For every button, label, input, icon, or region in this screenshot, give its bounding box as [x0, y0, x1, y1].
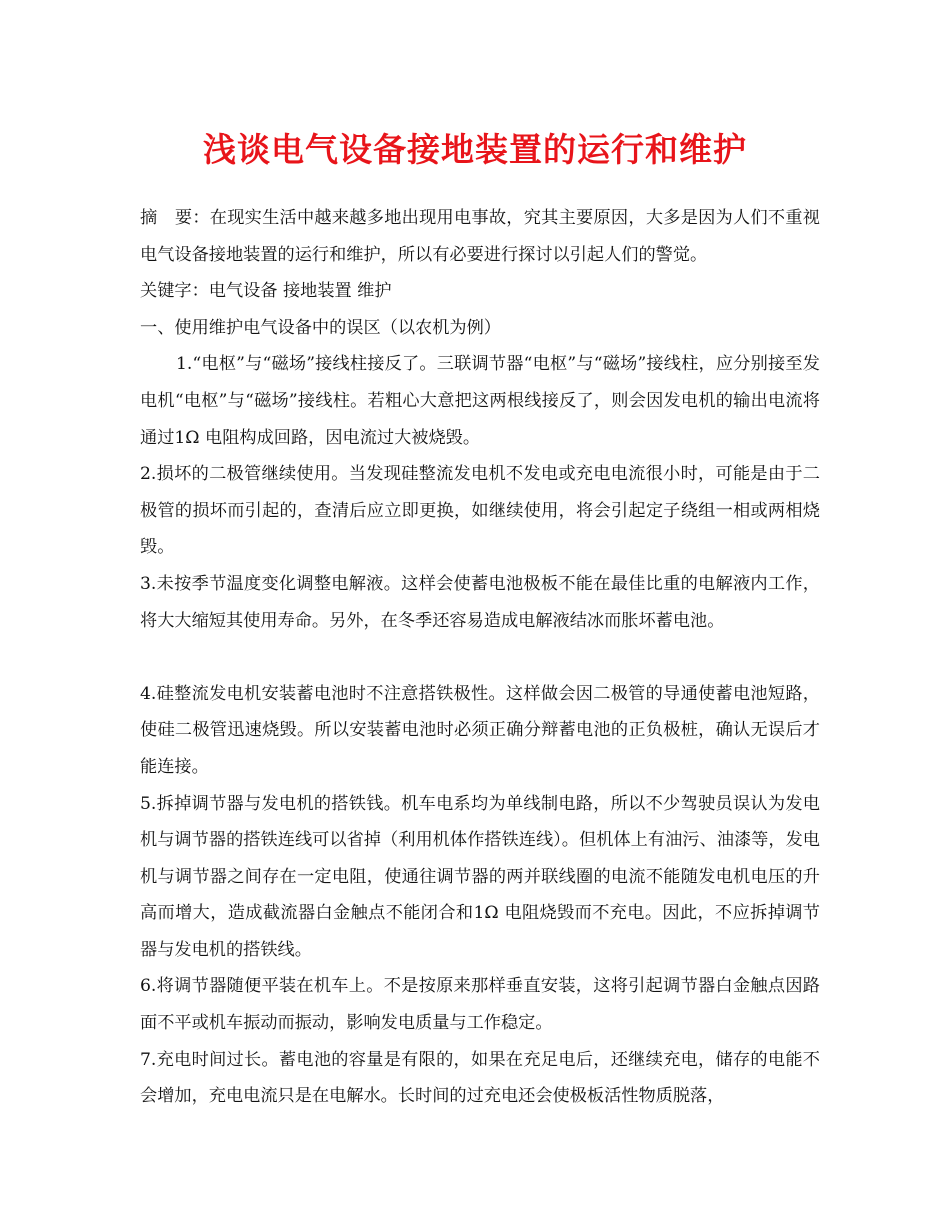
abstract: 摘 要：在现实生活中越来越多地出现用电事故，究其主要原因，大多是因为人们不重视电气设备接地装置的运行和维护，所以有必要进行探讨以引起人们的警觉。 [140, 208, 820, 265]
paragraph-5: 5.拆掉调节器与发电机的搭铁钱。机车电系均为单线制电路，所以不少驾驶员误认为发电机与调节器的搭铁连线可以省掉（利用机体作搭铁连线）。但机体上有油污、油漆等，发电机与调节器之间存在一定电阻，使通往调节器的两并联线圈的电流不能随发电机电压的升高而增大，造成截流器白金触点不能闭合和1Ω 电阻烧毁而不充电。因此，不应拆掉调节器与发电机的搭铁线。 [140, 793, 820, 960]
keywords: 关键字：电气设备 接地装置 维护 [140, 281, 392, 302]
document-body [140, 200, 820, 1115]
paragraph-7: 7.充电时间过长。蓄电池的容量是有限的，如果在充足电后，还继续充电，储存的电能不会增加，充电电流只是在电解水。长时间的过充电还会使极板活性物质脱落， [140, 1049, 820, 1107]
paragraph-spacer [140, 639, 820, 676]
paragraph-4: 4.硅整流发电机安装蓄电池时不注意搭铁极性。这样做会因二极管的导通使蓄电池短路，使硅二极管迅速烧毁。所以安装蓄电池时必须正确分辩蓄电池的正负极桩，确认无误后才能连接。 [140, 683, 820, 777]
paragraph-2: 2.损坏的二极管继续使用。当发现硅整流发电机不发电或充电电流很小时，可能是由于二极管的损坏而引起的，查清后应立即更换，如继续使用，将会引起定子绕组一相或两相烧毁。 [140, 464, 820, 558]
document-title: 浅谈电气设备接地装置的运行和维护 [203, 130, 747, 169]
paragraph-3: 3.未按季节温度变化调整电解液。这样会使蓄电池极板不能在最佳比重的电解液内工作，将大大缩短其使用寿命。另外，在冬季还容易造成电解液结冰而胀坏蓄电池。 [140, 573, 820, 631]
section-heading: 一、使用维护电气设备中的误区（以农机为例） [140, 317, 501, 338]
paragraph-1: 1.“电枢”与“磁场”接线柱接反了。三联调节器“电枢”与“磁场”接线柱，应分别接至发电机“电枢”与“磁场”接线柱。若粗心大意把这两根线接反了，则会因发电机的输出电流将通过1Ω 电阻构成回路，因电流过大被烧毁。 [140, 354, 820, 448]
paragraph-6: 6.将调节器随便平装在机车上。不是按原来那样垂直安装，这将引起调节器白金触点因路面不平或机车振动而振动，影响发电质量与工作稳定。 [140, 976, 820, 1034]
